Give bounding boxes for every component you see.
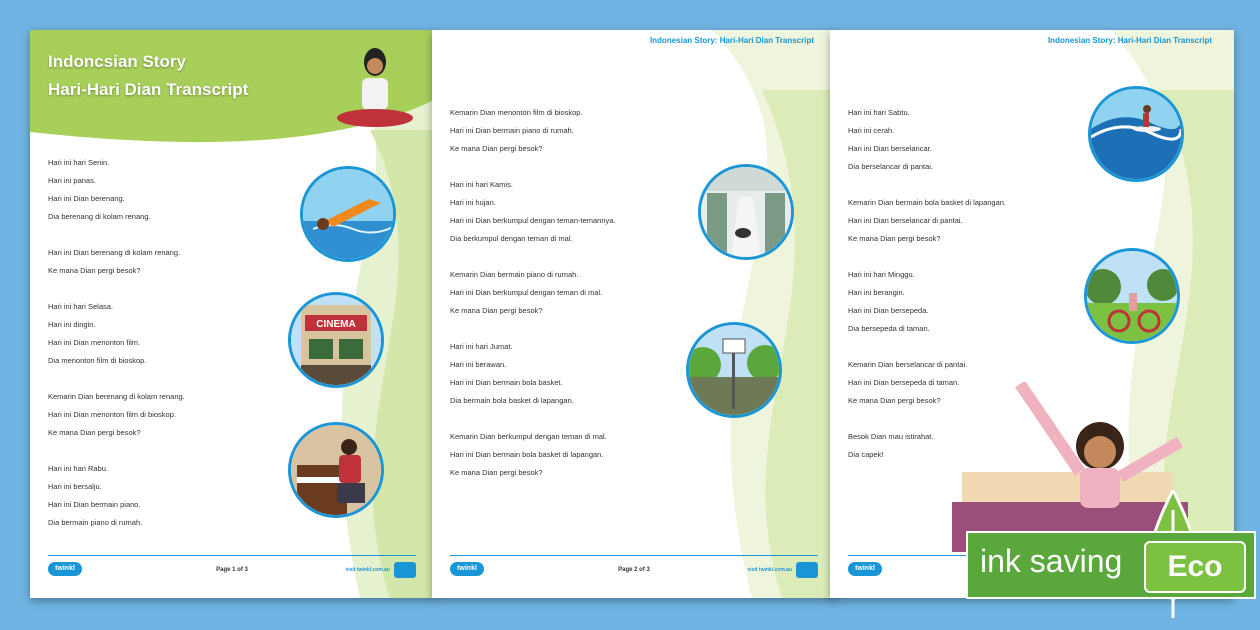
story-line: Ke mana Dian pergi besok? [48,266,141,275]
cycling-picture [1084,248,1180,344]
story-line: Dia berselancar di pantai. [848,162,934,171]
story-line: Dia berkumpul dengan teman di mal. [450,234,573,243]
story-line: Hari ini hari Minggu. [848,270,915,279]
story-line: Dia bermain bola basket di lapangan. [450,396,574,405]
story-line: Hari ini hari Kamis. [450,180,513,189]
footer-rule [450,555,818,556]
story-line: Hari ini Dian bersepeda. [848,306,929,315]
story-line: Hari ini hari Jumat. [450,342,513,351]
story-line: Besok Dian mau istirahat. [848,432,934,441]
page-number: Page 1 of 3 [216,567,248,573]
story-line: Hari ini Dian bermain piano di rumah. [450,126,574,135]
story-line: Hari ini Dian bermain bola basket. [450,378,563,387]
story-line: Hari ini Dian bermain piano. [48,500,141,509]
story-line: Dia berenang di kolam renang. [48,212,151,221]
ink-saving-eco-badge [966,531,1256,599]
twinkl-seal-icon [394,562,416,578]
story-line: Ke mana Dian pergi besok? [848,396,941,405]
story-line: Hari ini berangin. [848,288,905,297]
story-line: Hari ini hari Selasa. [48,302,114,311]
cinema-picture [288,292,384,388]
cinema-sign: CINEMA [316,319,356,330]
story-line: Hari ini Dian berenang di kolam renang. [48,248,181,257]
mall-picture [698,164,794,260]
twinkl-logo: twinkl [450,562,484,576]
page-header: Indonesian Story: Hari-Hari Dian Transcript [1047,36,1212,45]
story-line: Kemarin Dian berkumpul dengan teman di mal. [450,432,607,441]
swimming-picture [300,166,396,262]
story-line: Kemarin Dian berenang di kolam renang. [48,392,185,401]
story-line: Hari ini hari Rabu. [48,464,109,473]
story-line: Hari ini Dian menonton film di bioskop. [48,410,176,419]
twinkl-seal-icon [796,562,818,578]
visit-link[interactable]: visit twinkl.com.au [345,567,390,573]
story-line: Hari ini cerah. [848,126,895,135]
basketball-court-picture [686,322,782,418]
story-line: Hari ini Dian berkumpul dengan teman-temannya. [450,216,616,225]
visit-link[interactable]: visit twinkl.com.au [747,567,792,573]
story-line: Kemarin Dian bermain bola basket di lapangan. [848,198,1007,207]
story-line: Hari ini hujan. [450,198,496,207]
story-line: Hari ini Dian berenang. [48,194,125,203]
story-line: Ke mana Dian pergi besok? [848,234,941,243]
story-line: Hari ini panas. [48,176,96,185]
story-line: Kemarin Dian berselancar di pantai. [848,360,968,369]
story-line: Hari ini dingin. [48,320,96,329]
story-line: Ke mana Dian pergi besok? [450,306,543,315]
worksheet-page-1 [30,30,434,598]
worksheet-page-2 [432,30,836,598]
piano-picture [288,422,384,518]
page-header: Indonesian Story: Hari-Hari Dian Transcript [649,36,814,45]
story-line: Ke mana Dian pergi besok? [450,468,543,477]
story-line: Hari ini Dian berselancar. [848,144,932,153]
story-line: Hari ini Dian menonton film. [48,338,141,347]
surfing-picture [1088,86,1184,182]
story-line: Hari ini Dian berkumpul dengan teman di mal. [450,288,603,297]
story-line: Dia menonton film di bioskop. [48,356,147,365]
story-line: Hari ini bersalju. [48,482,102,491]
story-line: Hari ini Dian bersepeda di taman. [848,378,960,387]
story-line: Hari ini hari Sabtu. [848,108,910,117]
story-line: Hari ini berawan. [450,360,507,369]
story-line: Kemarin Dian menonton film di bioskop. [450,108,583,117]
title-line-1: Indoncsian Story [48,52,186,71]
footer-rule [48,555,416,556]
story-line: Dia bermain piano di rumah. [48,518,143,527]
ink-saving-label: ink saving [980,543,1123,579]
story-line: Ke mana Dian pergi besok? [450,144,543,153]
title-line-2: Hari-Hari Dian Transcript [48,80,249,99]
story-line: Kemarin Dian bermain piano di rumah. [450,270,579,279]
story-line: Hari ini hari Senin. [48,158,110,167]
story-line: Hari ini Dian bermain bola basket di lapangan. [450,450,604,459]
story-line: Dia bersepeda di taman. [848,324,930,333]
story-line: Dia capek! [848,450,884,459]
eco-label: Eco [1144,541,1246,593]
story-line: Hari ini Dian berselancar di pantai. [848,216,963,225]
twinkl-logo: twinkl [848,562,882,576]
twinkl-logo: twinkl [48,562,82,576]
page-number: Page 2 of 3 [618,567,650,573]
story-line: Ke mana Dian pergi besok? [48,428,141,437]
